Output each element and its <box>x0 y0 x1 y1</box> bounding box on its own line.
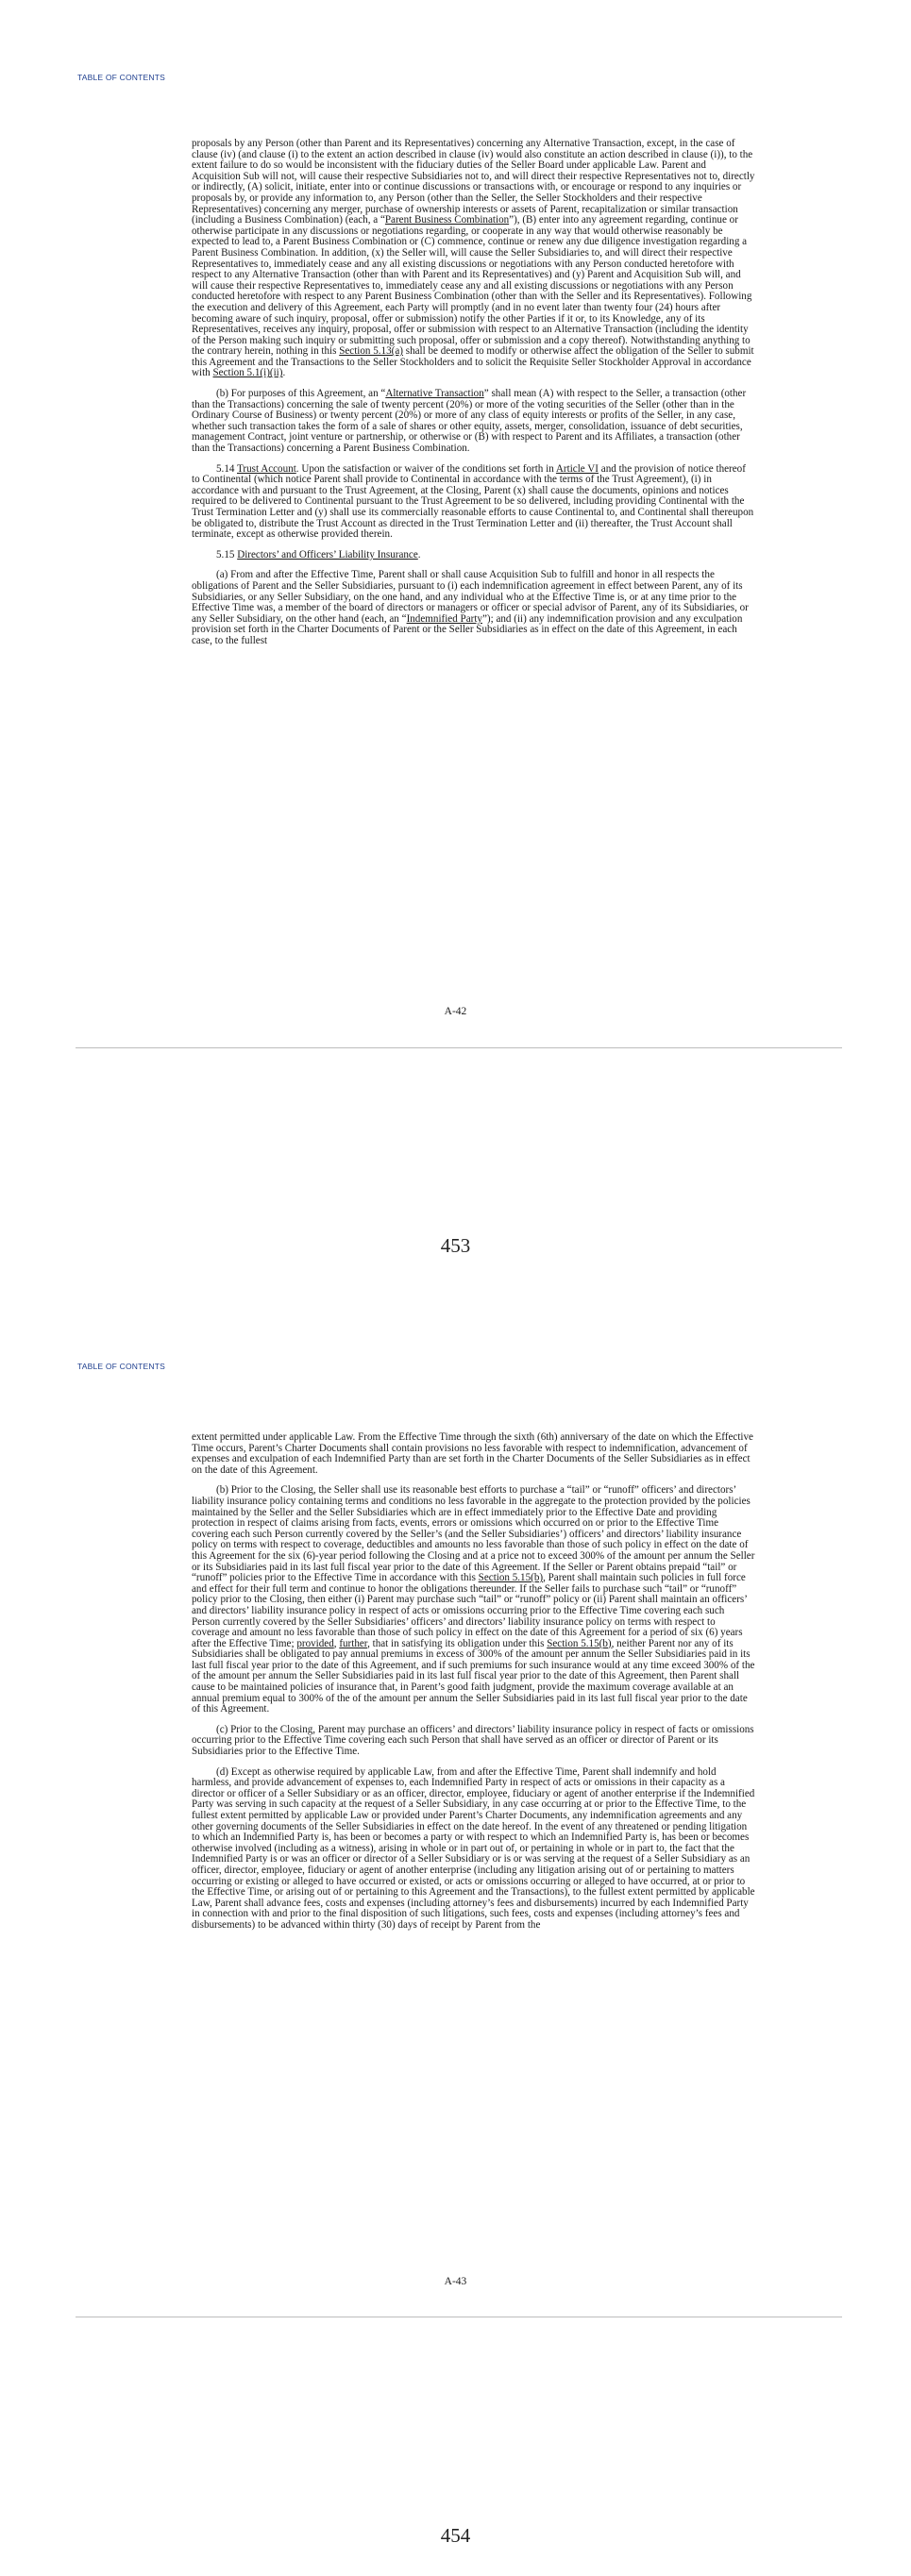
table-of-contents-link[interactable]: TABLE OF CONTENTS <box>77 1362 165 1371</box>
paragraph <box>192 389 755 455</box>
text: , that in satisfying its obligation under this <box>367 1637 548 1649</box>
page-folio: A-42 <box>444 1006 467 1017</box>
defined-term: further <box>339 1637 368 1649</box>
cross-reference-link[interactable]: Section 5.1(i)(ii) <box>212 367 283 379</box>
text: . <box>282 367 286 379</box>
text: (d) Except as otherwise required by applicable Law, from and after the Effective Time, Parent shall indemnify and hold harmless, and provide advancement of expenses to, each Indemnified Party in respect of acts or omissions in their capacity as a director or officer of a Seller Subsidiary or as an officer, director, employee, fiduciary or agent of another enterprise if the Indemnified Party was serving in such capacity at the request of a Seller Subsidiary, in any case occurring at or prior to the Effective Time, to the fullest extent permitted by applicable Law or provided under Parent’s Charter Documents, any indemnification agreements and any other governing documents of the Seller Subsidiaries in effect on the date hereof. In the event of any threatened or pending litigation to which an Indemnified Party is, has been or becomes a party or with respect to which an Indemnified Party is, has been or becomes otherwise involved (including as a witness), arising in whole or in part out of, or pertaining in whole or in part to, the fact that the Indemnified Party is or was an officer or director of a Seller Subsidiary or is or was serving at the request of a Seller Subsidiary as an officer, director, employee, fiduciary or agent of another enterprise (including any litigation arising out of or pertaining to matters occurring or existing or alleged to have occurred or existed, or acts or omissions occurring or alleged to have occurred, at or prior to the Effective Time, or arising out of or pertaining to this Agreement and the Transactions), to the fullest extent permitted by applicable Law, Parent shall advance fees, costs and expenses (including attorney’s fees and disbursements) incurred by each Indemnified Party in connection with and prior to the final disposition of such litigations, such fees, costs and expenses (including attorney’s fees and disbursements) to be advanced within thirty (30) days of receipt by Parent from the <box>192 1765 755 1931</box>
paragraph <box>192 1767 755 1932</box>
text: (a) From and after the Effective Time, Parent shall or shall cause Acquisition Sub to fulfill and honor in all respects the obligations of Parent and the Seller Subsidiaries, pursuant to (i) each indemnification agreement in effect between Parent, any of its Subsidiaries, or any Seller Subsidiary, on the one hand, and any individual who at the Effective Time is, or at any time prior to the Effective Time was, a member of the board of directors or managers or officer or special advisor of Parent, any of its Subsidiaries, or any Seller Subsidiary, on the other hand (each, an “ <box>192 569 749 625</box>
section-5-15-heading <box>192 550 755 561</box>
text: , neither Parent nor any of its Subsidiaries shall be obligated to pay annual premiums in excess of 300% of the amount per annum the Seller Subsidiaries paid in its last full fiscal year prior to the date of this Agreement, and if such premiums for such insurance would at any time exceed 300% of the of the amount per annum the Seller Subsidiaries paid in its last full fiscal year prior to the date of this Agreement, then Parent shall cause to be maintained policies of insurance that, in Parent’s good faith judgment, provide the maximum coverage available at an annual premium equal to 300% of the of the amount per annum the Seller Subsidiaries paid in its last full fiscal year prior to the date of this Agreement. <box>192 1637 755 1715</box>
cross-reference-link[interactable]: Section 5.15(b) <box>547 1637 612 1649</box>
defined-term: Indemnified Party <box>406 612 482 625</box>
section-number: 5.14 <box>216 462 237 475</box>
text: extent permitted under applicable Law. From the Effective Time through the sixth (6th) anniversary of the date on which the Effective Time occurs, Parent’s Charter Documents shall contain provisions no less favorable with respect to indemnification, advancement of expenses and exculpation of each Indemnified Party than are set forth in the Charter Documents of the Seller Subsidiaries as in effect on the date of this Agreement. <box>192 1431 753 1476</box>
table-of-contents-link[interactable]: TABLE OF CONTENTS <box>77 73 165 82</box>
defined-term: Parent Business Combination <box>384 214 510 226</box>
section-heading: Trust Account <box>237 462 296 475</box>
section-number: 5.15 <box>216 548 238 560</box>
text: (b) For purposes of this Agreement, an “ <box>216 388 386 400</box>
page-divider <box>76 1047 842 1048</box>
text: ” shall mean (A) with respect to the Seller, a transaction (other than the Transactions) concerning the sale of twenty percent (20%) or more of the voting securities of the Seller (other than in the Ordinary Course of Business) or twenty percent (20%) or more of any class of equity interests or profits of the Seller, in any case, whether such transaction takes the form of a sale of shares or other equity, assets, merger, consolidation, issuance of debt securities, management Contract, joint venture or partnership, or otherwise or (B) with respect to Parent and its Affiliates, a transaction (other than the Transactions) concerning a Parent Business Combination. <box>192 388 747 455</box>
text: . <box>417 548 421 560</box>
paragraph <box>192 1485 755 1715</box>
cross-reference-link[interactable]: Section 5.13(a) <box>339 345 403 358</box>
text: ”), (B) enter into any agreement regarding, continue or otherwise participate in any discussions or negotiations regarding, or cooperate in any way that would otherwise reasonably be expected to lead to, a Parent Business Combination or (C) commence, continue or renew any due diligence investigation regarding a Parent Business Combination. In addition, (x) the Seller will, will cause the Seller Subsidiaries to, and will direct their respective Representatives to, immediately cease and any all existing discussions or negotiations with any Person conducted heretofore with respect to any Alternative Transaction (other than with Parent and its Representatives) and (y) Parent and Acquisition Sub will, and will cause their respective Representatives to, immediately cease any and all existing discussions or negotiations with any Person conducted heretofore with respect to any Parent Business Combination (other than with the Seller and its Representatives). Following the execution and delivery of this Agreement, each Party will promptly (and in no event later than twenty four (24) hours after becoming aware of such inquiry, proposal, offer or submission) notify the other Parties if it or, to its Knowledge, any of its Representatives, receives any inquiry, proposal, offer or submission with respect to an Alternative Transaction (including the identity of the Person making such inquiry or submitting such proposal, offer or submission and a copy thereof). Notwithstanding anything to the contrary herein, nothing in this <box>192 214 752 358</box>
defined-term: provided <box>296 1637 334 1649</box>
page-number: 454 <box>440 2524 471 2547</box>
page-body-a43 <box>192 1432 755 1941</box>
section-heading: Directors’ and Officers’ Liability Insurance <box>237 548 418 560</box>
paragraph <box>192 1725 755 1758</box>
text: shall be deemed to modify or otherwise affect the obligation of the Seller to submit this Agreement and the Transactions to the Seller Stockholders and to solicit the Requisite Seller Stockholder Approval in accordance with <box>192 345 754 379</box>
text: . Upon the satisfaction or waiver of the conditions set forth in <box>295 462 556 475</box>
paragraph <box>192 1432 755 1476</box>
paragraph <box>192 139 755 379</box>
text: , <box>333 1637 340 1649</box>
cross-reference-link[interactable]: Section 5.15(b) <box>478 1572 544 1584</box>
text: (b) Prior to the Closing, the Seller shall use its reasonable best efforts to purchase a “tail” or “runoff” officers’ and directors’ liability insurance policy containing terms and conditions no less favorable in the aggregate to the protection provided by the policies maintained by the Seller and the Seller Subsidiaries which are in effect immediately prior to the Effective Date and providing protection in respect of claims arising from facts, events, errors or omissions which occurred on or prior to the Effective Time covering each such Person currently covered by the Seller’s (and the Seller Subsidiaries’) officers’ and directors’ liability insurance policy on terms with respect to coverage, deductibles and amounts no less favorable than those of such policy in effect on the date of this Agreement for the six (6)-year period following the Closing and at a price not to exceed 300% of the amount per annum the Seller or its Subsidiaries paid in its last full fiscal year prior to the date of this Agreement. If the Seller or Parent obtains prepaid “tail” or “runoff” policies prior to the Effective Time in accordance with this <box>192 1484 755 1584</box>
text: proposals by any Person (other than Parent and its Representatives) concerning any Alternative Transaction, except, in the case of clause (iv) (and clause (i) to the extent an action described in clause (iv) would also constitute an action described in clause (i)), to the extent failure to do so would be inconsistent with the fiduciary duties of the Seller Board under applicable Law. Parent and Acquisition Sub will not, will cause their respective Subsidiaries not to, and will direct their respective Representatives not to, directly or indirectly, (A) solicit, initiate, enter into or continue discussions or transactions with, or encourage or respond to any inquiries or proposals by, or provide any information to, any Person (other than the Seller, the Seller Stockholders and their respective Representatives) concerning any merger, purchase of ownership interests or assets of Parent, recapitalization or similar transaction (including a Business Combination) (each, a “ <box>192 138 755 226</box>
section-5-14 <box>192 464 755 541</box>
page-folio: A-43 <box>444 2276 467 2287</box>
text: (c) Prior to the Closing, Parent may purchase an officers’ and directors’ liability insurance policy in respect of facts or omissions occurring prior to the Effective Time covering each such Person that shall have served as an officer or director of Parent or its Subsidiaries prior to the Effective Time. <box>192 1723 754 1758</box>
text: , Parent shall maintain such policies in full force and effect for their full term and continue to honor the obligations thereunder. If the Seller fails to purchase such “tail” or “runoff” policy prior to the Closing, then either (i) Parent may purchase such “tail” or “runoff” policy or (ii) Parent shall maintain an officers’ and directors’ liability insurance policy in respect of acts or omissions occurring prior to the Effective Time covering each such Person currently covered by the Seller Subsidiaries’ officers’ and directors’ liability insurance policy on terms with respect to coverage and amount no less favorable than those of such policy in effect on the date of this Agreement for a period of six (6) years after the Effective Time; <box>192 1572 748 1649</box>
text: ”); and (ii) any indemnification provision and any exculpation provision set forth in the Charter Documents of Parent or the Seller Subsidiaries as in effect on the date of this Agreement, in each case, to the fullest <box>192 612 743 646</box>
page-number: 453 <box>440 1234 471 1257</box>
paragraph <box>192 570 755 646</box>
cross-reference-link[interactable]: Article VI <box>555 462 599 475</box>
defined-term: Alternative Transaction <box>385 388 484 400</box>
page-body-a42 <box>192 139 755 657</box>
text: and the provision of notice thereof to Continental (which notice Parent shall provide to Continental in accordance with the terms of the Trust Agreement), (i) in accordance with and pursuant to the Trust Agreement, at the Closing, Parent (x) shall cause the documents, opinions and notices required to be delivered to Continental pursuant to the Trust Agreement to be so delivered, including providing Continental with the Trust Termination Letter and (y) shall use its commercially reasonable efforts to cause Continental to, and Continental shall thereupon be obligated to, distribute the Trust Account as directed in the Trust Termination Letter and (ii) thereafter, the Trust Account shall terminate, except as otherwise provided therein. <box>192 462 754 541</box>
